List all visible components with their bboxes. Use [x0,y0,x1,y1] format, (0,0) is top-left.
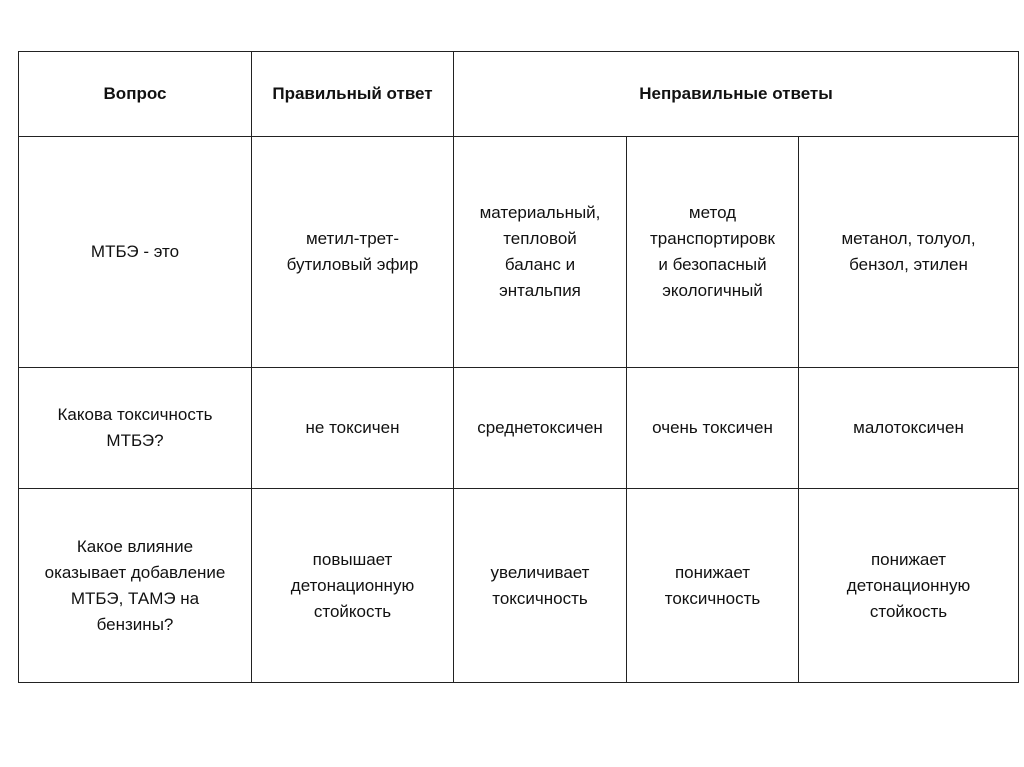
wrong-answer-cell: метод транспортировк и безопасный экологичный [627,137,799,368]
header-correct-answer: Правильный ответ [252,52,454,137]
table-header-row [19,52,1019,137]
wrong-answer-cell: материальный, тепловой баланс и энтальпия [454,137,627,368]
correct-answer-cell: не токсичен [252,368,454,489]
wrong-answer-cell: понижает токсичность [627,489,799,683]
correct-answer-cell: метил-трет- бутиловый эфир [252,137,454,368]
question-cell: МТБЭ - это [19,137,252,368]
correct-answer-cell: повышает детонационную стойкость [252,489,454,683]
wrong-answer-cell: среднетоксичен [454,368,627,489]
wrong-answer-cell: очень токсичен [627,368,799,489]
header-incorrect-answers: Неправильные ответы [454,52,1019,137]
quiz-table [18,51,1019,683]
question-cell: Какова токсичность МТБЭ? [19,368,252,489]
question-cell: Какое влияние оказывает добавление МТБЭ, ТАМЭ на бензины? [19,489,252,683]
table-row [19,368,1019,489]
wrong-answer-cell: малотоксичен [799,368,1019,489]
wrong-answer-cell: метанол, толуол, бензол, этилен [799,137,1019,368]
table-row [19,137,1019,368]
header-question: Вопрос [19,52,252,137]
wrong-answer-cell: понижает детонационную стойкость [799,489,1019,683]
table-row [19,489,1019,683]
wrong-answer-cell: увеличивает токсичность [454,489,627,683]
